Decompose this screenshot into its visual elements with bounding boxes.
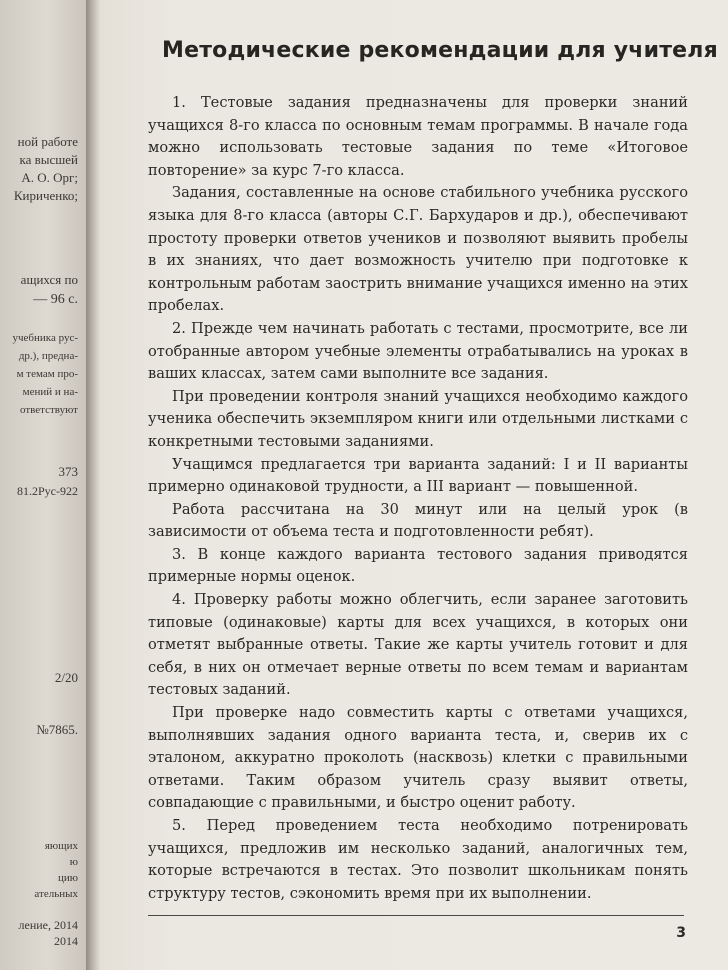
facing-page-text-fragment: мений и на- — [22, 386, 78, 398]
facing-page-text-fragment: ка высшей — [19, 152, 78, 167]
paragraph: Учащимся предлагается три варианта заданий: I и II варианты примерно одинаковой трудности, а III вариант — повышенной. — [148, 455, 688, 496]
book-page — [100, 0, 728, 970]
facing-page-text-fragment: ю — [69, 856, 78, 868]
paragraph: Работа рассчитана на 30 минут или на целый урок (в зависимости от объема теста и подготовленности ребят). — [148, 500, 688, 541]
facing-page-text-fragment: яющих — [44, 840, 78, 852]
facing-page-text-fragment: учебника рус- — [12, 332, 78, 344]
facing-page-text-fragment: 373 — [58, 464, 78, 479]
body-text — [148, 92, 688, 905]
paragraph: 2. Прежде чем начинать работать с тестами, просмотрите, все ли отобранные автором учебные элементы отрабатывались на уроках в ваших классах, затем сами выполните все задания. — [148, 319, 688, 383]
footer-rule — [148, 915, 684, 916]
facing-page-text-fragment: ной работе — [17, 134, 78, 149]
paragraph: 5. Перед проведением теста необходимо потренировать учащихся, предложив им несколько заданий, аналогичных тем, которые встречаются в тестах. Это позволит школьникам понять структуру тестов, сэкономить время при их выполнении. — [148, 817, 688, 902]
facing-page-text-fragment: 2/20 — [54, 670, 78, 685]
facing-page-edge — [0, 0, 86, 970]
facing-page-text-fragment: 81.2Рус-922 — [17, 484, 78, 498]
facing-page-text-fragment: ащихся по — [20, 272, 78, 287]
paragraph: 3. В конце каждого варианта тестового задания приводятся примерные нормы оценок. — [148, 545, 688, 586]
paragraph: 1. Тестовые задания предназначены для проверки знаний учащихся 8-го класса по основным темам программы. В начале года можно использовать тестовые задания по теме «Итоговое повторение» за курс 7-го класса. — [148, 94, 688, 179]
facing-page-text-fragment: — 96 с. — [33, 292, 78, 307]
page-title: Методические рекомендации для учителя — [162, 38, 718, 63]
facing-page-text-fragment: 2014 — [54, 934, 78, 948]
page-number: 3 — [676, 925, 686, 941]
facing-page-text-fragment: цию — [58, 872, 78, 884]
facing-page-text-fragment: Кириченко; — [13, 188, 78, 203]
paragraph: При проведении контроля знаний учащихся необходимо каждого ученика обеспечить экземпляром книги или отдельными листками с конкретными тестовыми заданиями. — [148, 387, 688, 450]
paragraph: При проверке надо совместить карты с ответами учащихся, выполнявших задания одного варианта теста, и, сверив их с эталоном, аккуратно проколоть (насквозь) клетки с правильными ответами. Таким образом учитель сразу выявит ответы, совпадающие с правильными, и быстро оценит работу. — [148, 704, 688, 812]
facing-page-text-fragment: м темам про- — [16, 368, 78, 380]
facing-page-text-fragment: №7865. — [36, 722, 78, 737]
facing-page-text-fragment: др.), предна- — [18, 350, 78, 362]
facing-page-text-fragment: А. О. Орг; — [21, 170, 78, 185]
facing-page-text-fragment: ответствуют — [19, 404, 78, 416]
paragraph: Задания, составленные на основе стабильного учебника русского языка для 8-го класса (авторы С.Г. Бархударов и др.), обеспечивают простоту проверки ответов учеников и позволяют выявить пробелы в их знаниях, что дает возможность учителю при подготовке к контрольным работам заострить внимание учащихся именно на этих пробелах. — [148, 184, 688, 315]
facing-page-text-fragment: ление, 2014 — [18, 918, 78, 932]
book-spine-shadow — [86, 0, 100, 970]
paragraph: 4. Проверку работы можно облегчить, если заранее заготовить типовые (одинаковые) карты для всех учащихся, в которых они отметят выбранные ответы. Такие же карты учитель готовит и для себя, в них он отмечает верные ответы по всем темам и вариантам тестовых заданий. — [148, 591, 688, 699]
facing-page-text-fragment: ательных — [34, 888, 78, 900]
